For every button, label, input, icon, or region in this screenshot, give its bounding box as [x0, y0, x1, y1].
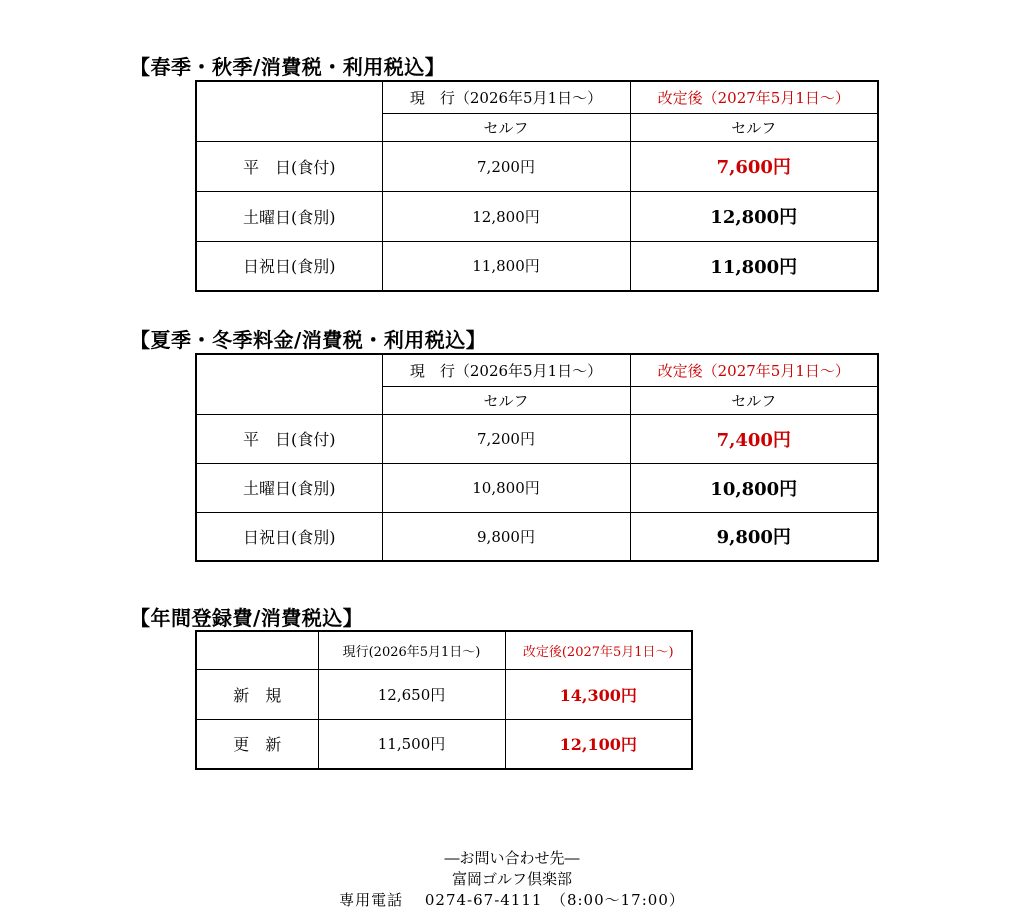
revised-price: 12,100円	[505, 719, 692, 769]
table-row	[196, 191, 878, 241]
table-row	[196, 512, 878, 561]
revised-price: 11,800円	[630, 241, 878, 291]
section3-heading: 【年間登録費/消費税込】	[130, 606, 364, 630]
col-revised-header: 改定後（2027年5月1日～）	[630, 81, 878, 113]
annual-registration-table	[195, 630, 693, 770]
current-price: 7,200円	[382, 141, 630, 191]
table-corner	[196, 631, 318, 669]
revised-price: 14,300円	[505, 669, 692, 719]
col-current-header: 現 行（2026年5月1日～）	[382, 354, 630, 386]
summer-winter-fee-table	[195, 353, 879, 562]
section1-heading: 【春季・秋季/消費税・利用税込】	[130, 55, 446, 79]
table-row	[196, 414, 878, 463]
section2-heading: 【夏季・冬季料金/消費税・利用税込】	[130, 328, 487, 352]
current-price: 12,650円	[318, 669, 505, 719]
spring-autumn-fee-table	[195, 80, 879, 292]
row-label: 日祝日(食別)	[196, 241, 382, 291]
row-label: 平 日(食付)	[196, 414, 382, 463]
col-revised-subheader: セルフ	[630, 113, 878, 141]
revised-price: 12,800円	[630, 191, 878, 241]
revised-price: 7,600円	[630, 141, 878, 191]
table-corner	[196, 81, 382, 141]
current-price: 9,800円	[382, 512, 630, 561]
club-name: 富岡ゴルフ倶楽部	[451, 870, 572, 888]
row-label: 更 新	[196, 719, 318, 769]
table-row	[196, 241, 878, 291]
row-label: 平 日(食付)	[196, 141, 382, 191]
row-label: 土曜日(食別)	[196, 191, 382, 241]
contact-phone: 専用電話 0274-67-4111 （8:00～17:00）	[339, 891, 685, 909]
current-price: 12,800円	[382, 191, 630, 241]
current-price: 11,800円	[382, 241, 630, 291]
row-label: 新 規	[196, 669, 318, 719]
revised-price: 7,400円	[630, 414, 878, 463]
col-current-subheader: セルフ	[382, 386, 630, 414]
table-corner	[196, 354, 382, 414]
col-revised-header: 改定後(2027年5月1日～)	[505, 631, 692, 669]
col-current-subheader: セルフ	[382, 113, 630, 141]
row-label: 土曜日(食別)	[196, 463, 382, 512]
current-price: 7,200円	[382, 414, 630, 463]
table-row	[196, 463, 878, 512]
table-row	[196, 669, 692, 719]
table-row	[196, 141, 878, 191]
current-price: 11,500円	[318, 719, 505, 769]
table-row	[196, 719, 692, 769]
col-revised-header: 改定後（2027年5月1日～）	[630, 354, 878, 386]
col-current-header: 現 行（2026年5月1日～）	[382, 81, 630, 113]
revised-price: 9,800円	[630, 512, 878, 561]
current-price: 10,800円	[382, 463, 630, 512]
contact-label: ―お問い合わせ先―	[444, 849, 580, 867]
row-label: 日祝日(食別)	[196, 512, 382, 561]
col-current-header: 現行(2026年5月1日～)	[318, 631, 505, 669]
revised-price: 10,800円	[630, 463, 878, 512]
col-revised-subheader: セルフ	[630, 386, 878, 414]
